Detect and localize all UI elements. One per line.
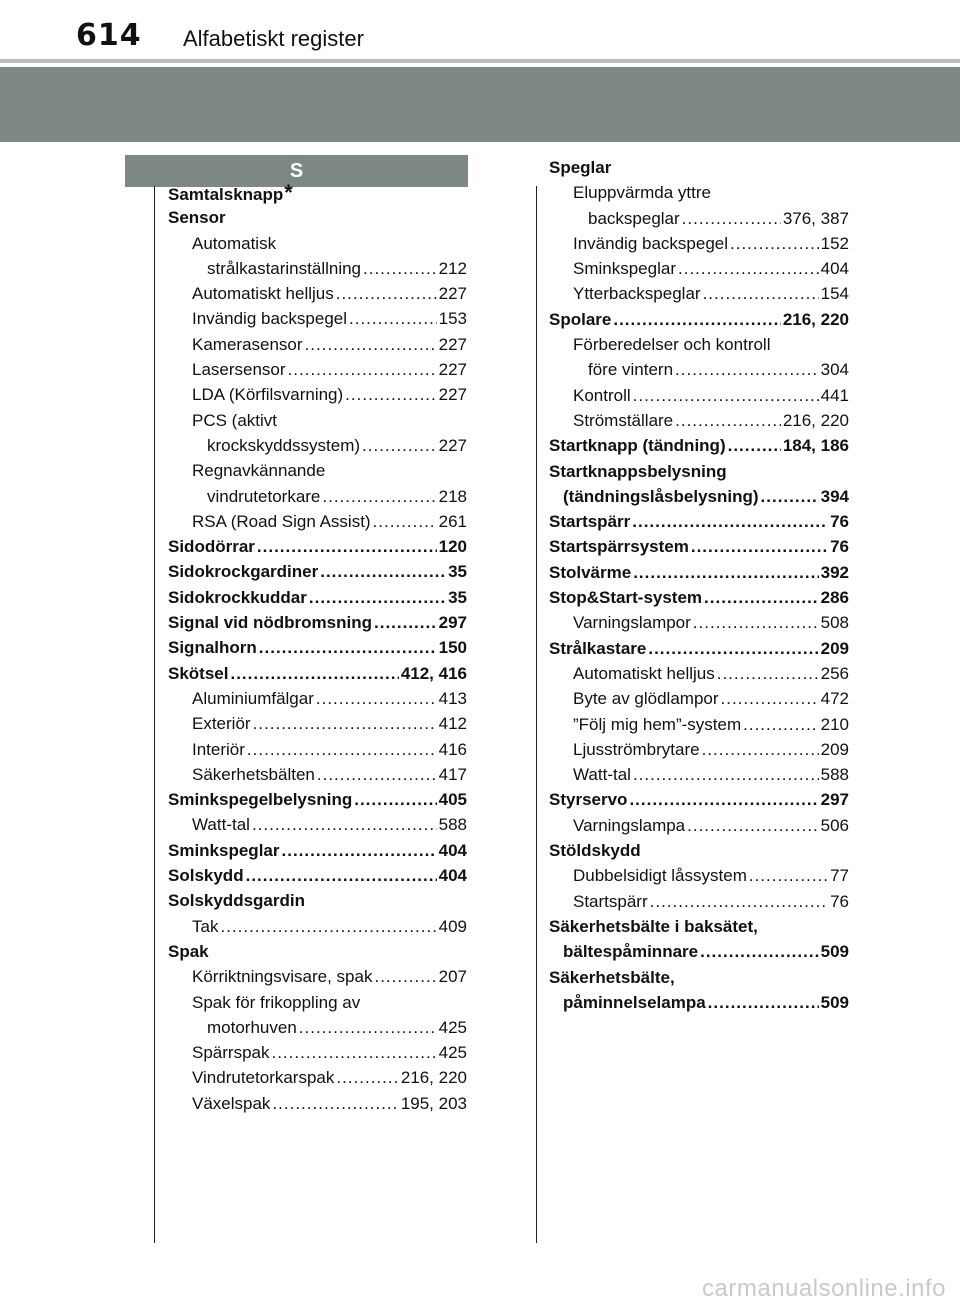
page-reference: 472 [820, 689, 849, 709]
dot-leader [259, 635, 437, 660]
dot-leader [633, 560, 818, 585]
page-reference: 588 [438, 815, 467, 835]
dot-leader [728, 433, 781, 458]
index-entry [168, 686, 467, 711]
entry-label: Säkerhetsbälte, [549, 967, 675, 987]
page-reference: 376, 387 [782, 208, 849, 228]
dot-leader [633, 762, 819, 787]
footnote-marker: * [284, 180, 293, 205]
entry-label: Ytterbackspeglar [573, 284, 701, 304]
page-reference: 195, 203 [400, 1093, 467, 1113]
index-entry [549, 433, 849, 458]
index-entry [168, 812, 467, 837]
index-entry [549, 636, 849, 661]
index-entry [168, 408, 467, 433]
header-banner [0, 67, 960, 142]
page-reference: 286 [820, 588, 849, 608]
section-letter: S [289, 159, 304, 182]
entry-label: Växelspak [192, 1093, 271, 1113]
dot-leader [691, 534, 828, 559]
entry-label: Regnavkännande [192, 461, 326, 481]
dot-leader [363, 256, 437, 281]
entry-label: Strömställare [573, 410, 674, 430]
index-entry [168, 888, 467, 913]
entry-label: Sensor [168, 208, 226, 228]
dot-leader [730, 231, 819, 256]
index-entry [168, 180, 467, 205]
index-entry [168, 737, 467, 762]
entry-label: Speglar [549, 158, 612, 177]
entry-label: Sidokrockkuddar [168, 587, 307, 607]
entry-label: Eluppvärmda yttre [573, 183, 711, 203]
page-reference: 216, 220 [782, 410, 849, 430]
entry-label: Stop&Start-system [549, 588, 703, 608]
page-reference: 404 [438, 840, 467, 860]
entry-label: LDA (Körfilsvarning) [192, 385, 344, 405]
entry-label: Byte av glödlampor [573, 689, 719, 709]
dot-leader [693, 610, 819, 635]
dot-leader [633, 383, 819, 408]
page-reference: 227 [438, 334, 467, 354]
index-entry [168, 559, 467, 584]
page-reference: 394 [820, 486, 849, 506]
entry-label: Varningslampor [573, 613, 691, 633]
entry-label: Automatisk [192, 233, 277, 253]
entry-label: Startspärr [549, 512, 631, 532]
page-reference: 184, 186 [782, 436, 849, 456]
dot-leader [632, 509, 828, 534]
index-entry [549, 762, 849, 787]
index-entry [549, 813, 849, 838]
page-reference: 405 [438, 790, 467, 810]
index-entry [168, 231, 467, 256]
index-entry [168, 762, 467, 787]
dot-leader [316, 686, 437, 711]
entry-label: PCS (aktivt [192, 410, 278, 430]
page-reference: 216, 220 [400, 1068, 467, 1088]
index-entry [168, 534, 467, 559]
index-entry [549, 155, 849, 180]
page-reference: 227 [438, 435, 467, 455]
page-reference: 425 [438, 1043, 467, 1063]
index-entry [168, 711, 467, 736]
page-reference: 227 [438, 360, 467, 380]
entry-label: Kontroll [573, 385, 631, 405]
page-reference: 508 [820, 613, 849, 633]
entry-label: Varningslampa [573, 815, 686, 835]
page-reference: 76 [830, 891, 849, 911]
entry-label: Interiör [192, 739, 245, 759]
index-entry [549, 332, 849, 357]
entry-label: krockskyddssystem) [207, 435, 361, 455]
dot-leader [252, 812, 437, 837]
index-entry [549, 509, 849, 534]
page-reference: 261 [438, 511, 467, 531]
entry-label: Watt-tal [192, 815, 250, 835]
index-entry [168, 357, 467, 382]
index-entry [549, 610, 849, 635]
entry-label: backspeglar [588, 208, 680, 228]
entry-label: RSA (Road Sign Assist) [192, 511, 371, 531]
right-column-rule [536, 186, 537, 1243]
index-entry [168, 205, 467, 230]
index-entry [549, 383, 849, 408]
entry-label: Sidodörrar [168, 537, 255, 557]
dot-leader [230, 661, 398, 686]
entry-label: bältespåminnare [563, 942, 699, 962]
index-entry [549, 661, 849, 686]
index-entry [168, 990, 467, 1015]
index-entry [168, 1015, 467, 1040]
entry-label: Kamerasensor [192, 334, 303, 354]
index-entry [549, 357, 849, 382]
dot-leader [317, 762, 437, 787]
dot-leader [305, 332, 437, 357]
entry-label: Automatiskt helljus [192, 284, 334, 304]
index-column-right [549, 155, 849, 1015]
page-reference: 227 [438, 284, 467, 304]
dot-leader [704, 585, 819, 610]
entry-label: strålkastarinställning [207, 258, 362, 278]
page-reference: 218 [438, 486, 467, 506]
index-entry [549, 889, 849, 914]
index-entry [549, 838, 849, 863]
entry-label: Signal vid nödbromsning [168, 613, 372, 633]
index-entry [549, 686, 849, 711]
entry-label: Sminkspeglar [168, 840, 280, 860]
index-entry [168, 964, 467, 989]
index-entry [168, 484, 467, 509]
dot-leader [288, 357, 437, 382]
page-reference: 150 [438, 638, 467, 658]
entry-label: Förberedelser och kontroll [573, 335, 771, 355]
entry-label: Styrservo [549, 790, 628, 810]
index-entry [549, 737, 849, 762]
page-reference: 412 [438, 714, 467, 734]
entry-label: Invändig backspegel [573, 233, 729, 253]
index-entry [549, 408, 849, 433]
page-reference: 413 [438, 688, 467, 708]
index-entry [168, 635, 467, 660]
index-entry [168, 838, 467, 863]
page-reference: 35 [448, 562, 467, 582]
index-entry [549, 939, 849, 964]
dot-leader [708, 990, 819, 1015]
page-reference: 417 [438, 764, 467, 784]
entry-label: påminnelselampa [563, 992, 706, 1012]
page-reference: 120 [438, 537, 467, 557]
dot-leader [629, 787, 818, 812]
entry-label: Spärrspak [192, 1043, 270, 1063]
dot-leader [717, 661, 819, 686]
index-entry [549, 914, 849, 939]
page-reference: 210 [820, 714, 849, 734]
index-entry [549, 585, 849, 610]
entry-label: Startspärr [573, 891, 648, 911]
dot-leader [309, 585, 446, 610]
dot-leader [322, 484, 436, 509]
entry-label: Exteriör [192, 714, 251, 734]
entry-label: Automatiskt helljus [573, 663, 715, 683]
dot-leader [761, 484, 819, 509]
entry-label: vindrutetorkare [207, 486, 321, 506]
page-reference: 297 [438, 613, 467, 633]
index-entry [549, 256, 849, 281]
dot-leader [675, 357, 819, 382]
page-header-title: Alfabetiskt register [183, 26, 364, 51]
index-entry [168, 458, 467, 483]
index-entry [549, 534, 849, 559]
entry-label: Startspärrsystem [549, 537, 689, 557]
index-entry [549, 560, 849, 585]
page-reference: 209 [820, 739, 849, 759]
dot-leader [271, 1040, 436, 1065]
page-reference: 76 [830, 537, 849, 557]
entry-label: Dubbelsidigt låssystem [573, 866, 747, 886]
index-entry [168, 1091, 467, 1116]
index-entry [168, 332, 467, 357]
dot-leader [373, 509, 437, 534]
page-header [0, 0, 960, 58]
page-reference: 506 [820, 815, 849, 835]
page-reference: 392 [820, 562, 849, 582]
index-entry [168, 281, 467, 306]
page-reference: 441 [820, 385, 849, 405]
index-entry [549, 787, 849, 812]
entry-label: Körriktningsvisare, spak [192, 967, 373, 987]
page-reference: 35 [448, 587, 467, 607]
index-entry [168, 1040, 467, 1065]
entry-label: Sidokrockgardiner [168, 562, 319, 582]
dot-leader [282, 838, 437, 863]
index-entry [168, 1065, 467, 1090]
page-reference: 256 [820, 663, 849, 683]
index-entry [168, 433, 467, 458]
dot-leader [354, 787, 436, 812]
entry-label: Säkerhetsbälten [192, 764, 315, 784]
dot-leader [675, 408, 781, 433]
entry-label: motorhuven [207, 1017, 297, 1037]
entry-label: Strålkastare [549, 638, 647, 658]
dot-leader [257, 534, 437, 559]
index-entry [549, 712, 849, 737]
dot-leader [362, 433, 437, 458]
dot-leader [702, 737, 819, 762]
entry-label: Sminkspeglar [573, 259, 676, 279]
index-entry [549, 990, 849, 1015]
entry-label: Signalhorn [168, 638, 257, 658]
index-entry [168, 863, 467, 888]
entry-label: före vintern [588, 360, 674, 380]
entry-label: Solskyddsgardin [168, 891, 305, 911]
entry-label: Spak [168, 941, 209, 961]
index-column-left [168, 180, 467, 1116]
page-reference: 207 [438, 967, 467, 987]
watermark: carmanualsonline.info [702, 1275, 946, 1302]
entry-label: Startknapp (tändning) [549, 436, 726, 456]
entry-label: Samtalsknapp [168, 185, 284, 204]
index-entry [549, 206, 849, 231]
page-reference: 227 [438, 385, 467, 405]
entry-label: Lasersensor [192, 360, 286, 380]
dot-leader [687, 813, 818, 838]
entry-label: Spak för frikoppling av [192, 992, 361, 1012]
index-entry [168, 585, 467, 610]
dot-leader [613, 307, 780, 332]
page-reference: 509 [820, 942, 849, 962]
entry-label: Startknappsbelysning [549, 461, 727, 481]
index-entry [549, 965, 849, 990]
page-reference: 212 [438, 258, 467, 278]
index-entry [168, 661, 467, 686]
entry-label: Spolare [549, 309, 612, 329]
page-reference: 77 [830, 866, 849, 886]
dot-leader [721, 686, 819, 711]
entry-label: Solskydd [168, 866, 244, 886]
entry-label: Tak [192, 916, 219, 936]
dot-leader [374, 964, 436, 989]
dot-leader [220, 914, 436, 939]
dot-leader [320, 559, 446, 584]
dot-leader [253, 711, 437, 736]
page-reference: 509 [820, 992, 849, 1012]
page-reference: 216, 220 [782, 309, 849, 329]
page-reference: 153 [438, 309, 467, 329]
header-rule [0, 59, 960, 63]
dot-leader [336, 281, 437, 306]
page-reference: 588 [820, 765, 849, 785]
entry-label: Stöldskydd [549, 841, 641, 861]
page-reference: 209 [820, 638, 849, 658]
dot-leader [272, 1091, 398, 1116]
dot-leader [349, 306, 437, 331]
index-entry [549, 459, 849, 484]
index-entry [168, 509, 467, 534]
index-entry [168, 610, 467, 635]
entry-label: Ljusströmbrytare [573, 739, 700, 759]
index-entry [549, 281, 849, 306]
page-reference: 416 [438, 739, 467, 759]
dot-leader [299, 1015, 437, 1040]
entry-label: Skötsel [168, 663, 229, 683]
dot-leader [678, 256, 819, 281]
entry-label: (tändningslåsbelysning) [563, 486, 759, 506]
page-reference: 412, 416 [400, 663, 467, 683]
page-number: 614 [76, 18, 142, 53]
entry-label: Sminkspegelbelysning [168, 790, 353, 810]
page-reference: 152 [820, 233, 849, 253]
page-reference: 404 [438, 866, 467, 886]
index-entry [168, 914, 467, 939]
dot-leader [374, 610, 437, 635]
dot-leader [703, 281, 819, 306]
index-entry [168, 306, 467, 331]
dot-leader [650, 889, 828, 914]
dot-leader [700, 939, 819, 964]
entry-label: Watt-tal [573, 765, 631, 785]
dot-leader [345, 382, 436, 407]
entry-label: ”Följ mig hem”-system [573, 714, 742, 734]
entry-label: Säkerhetsbälte i baksätet, [549, 916, 758, 936]
dot-leader [336, 1065, 398, 1090]
page-reference: 297 [820, 790, 849, 810]
index-entry [549, 863, 849, 888]
left-column-rule [154, 186, 155, 1243]
index-entry [168, 939, 467, 964]
index-entry [549, 307, 849, 332]
dot-leader [247, 737, 437, 762]
entry-label: Aluminiumfälgar [192, 688, 314, 708]
dot-leader [749, 863, 828, 888]
index-entry [168, 256, 467, 281]
index-entry [549, 484, 849, 509]
page-reference: 404 [820, 259, 849, 279]
index-entry [168, 382, 467, 407]
entry-label: Stolvärme [549, 562, 632, 582]
dot-leader [743, 712, 819, 737]
index-entry [549, 180, 849, 205]
page-reference: 154 [820, 284, 849, 304]
dot-leader [682, 206, 781, 231]
page-reference: 304 [820, 360, 849, 380]
dot-leader [246, 863, 437, 888]
entry-label: Vindrutetorkarspak [192, 1068, 335, 1088]
page-reference: 76 [830, 512, 849, 532]
index-entry [168, 787, 467, 812]
index-entry [549, 231, 849, 256]
dot-leader [648, 636, 818, 661]
page-reference: 409 [438, 916, 467, 936]
page-reference: 425 [438, 1017, 467, 1037]
entry-label: Invändig backspegel [192, 309, 348, 329]
